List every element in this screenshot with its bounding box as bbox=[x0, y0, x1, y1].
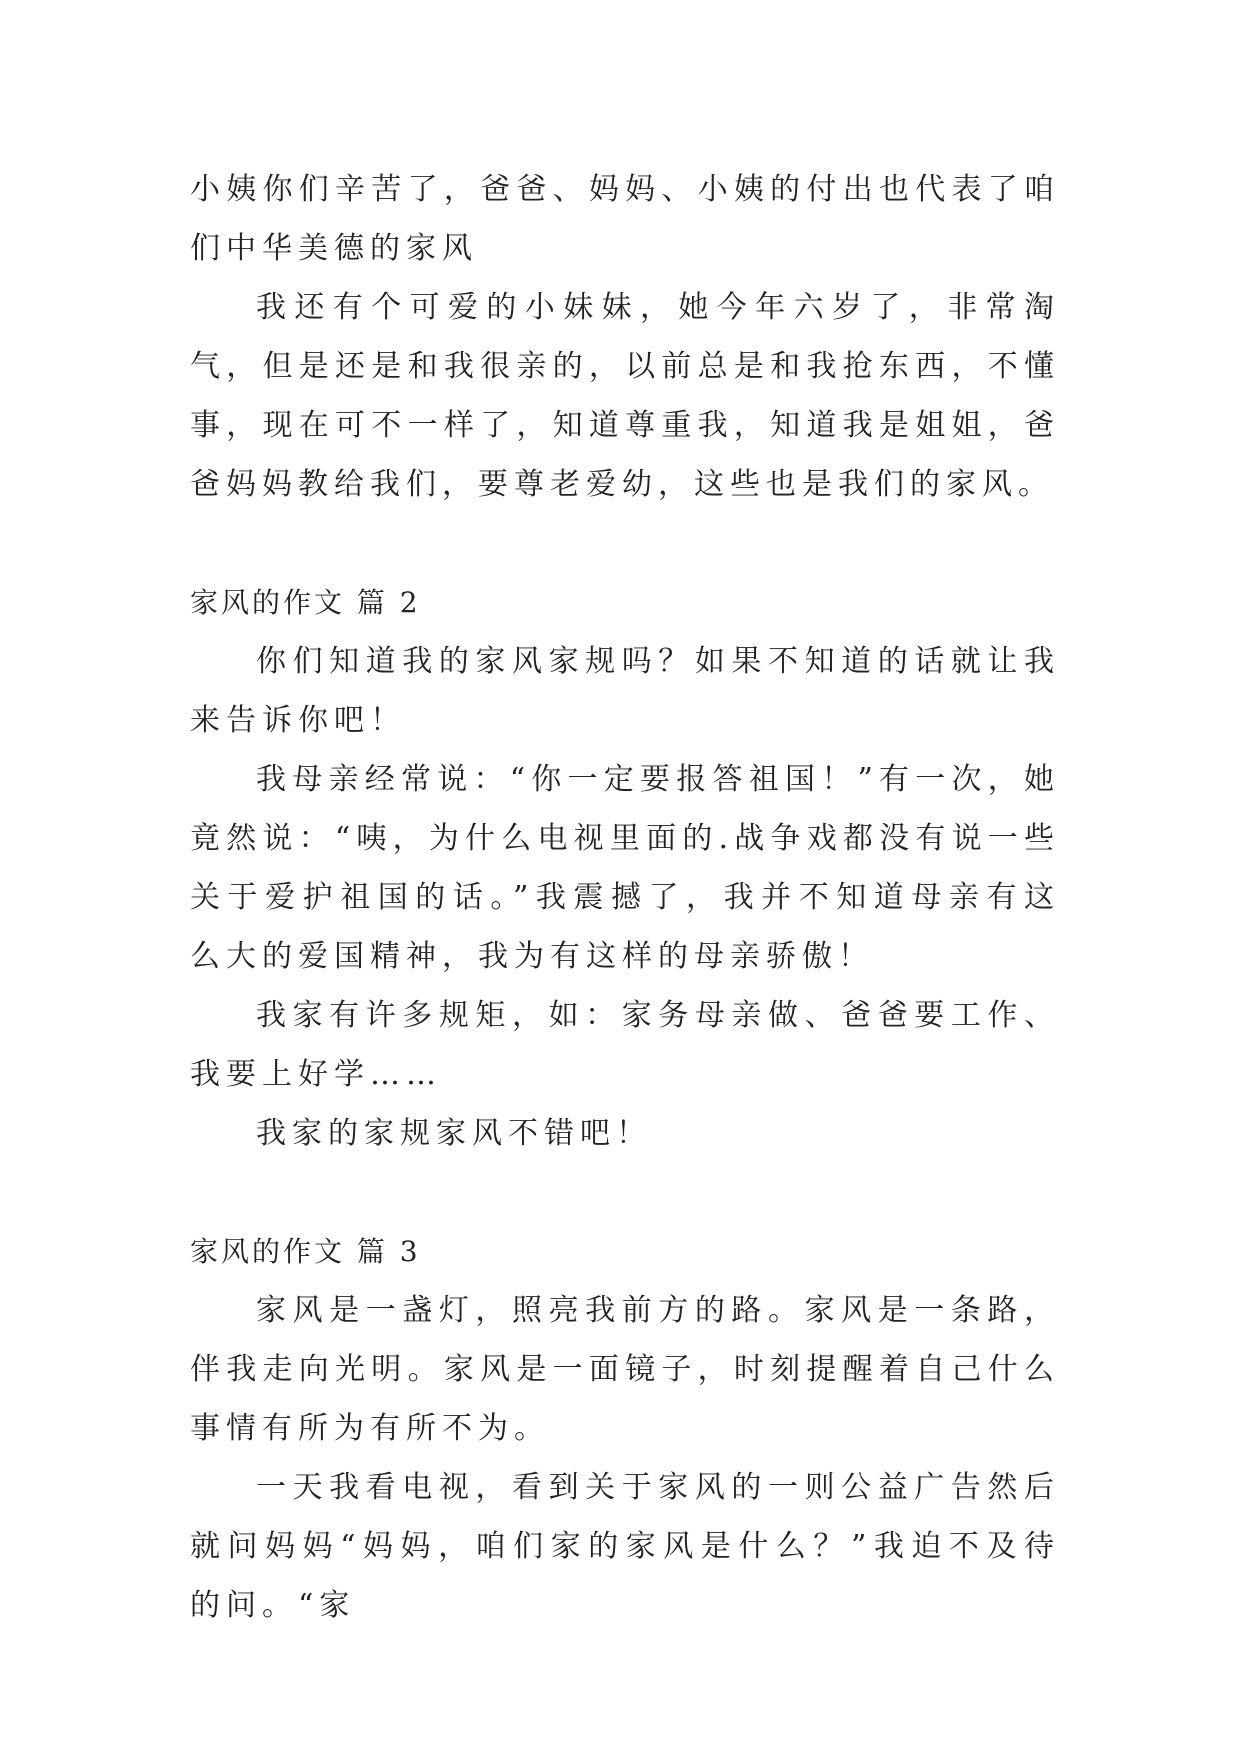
section-2-paragraph-1: 你们知道我的家风家规吗？如果不知道的话就让我来告诉你吧！ bbox=[190, 644, 1060, 738]
section-2-paragraph-4: 我家的家规家风不错吧！ bbox=[256, 1116, 652, 1151]
section-2-paragraph-2: 我母亲经常说：“你一定要报答祖国！”有一次，她竟然说：“咦，为什么电视里面的.战争戏都没有说一些关于爱护祖国的话。”我震撼了，我并不知道母亲有这么大的爱国精神，我为有这样的母亲骄傲！ bbox=[190, 762, 1060, 974]
section-3-paragraph-2: 一天我看电视，看到关于家风的一则公益广告然后就问妈妈“妈妈，咱们家的家风是什么？”我迫不及待的问。“家 bbox=[190, 1470, 1060, 1623]
section-2-heading: 家风的作文 篇 2 bbox=[190, 586, 421, 619]
document-body bbox=[190, 160, 1060, 1635]
paragraph-1: 小姨你们辛苦了，爸爸、妈妈、小姨的付出也代表了咱们中华美德的家风 bbox=[190, 172, 1060, 266]
section-3-heading: 家风的作文 篇 3 bbox=[190, 1235, 421, 1268]
paragraph-2: 我还有个可爱的小妹妹，她今年六岁了，非常淘气，但是还是和我很亲的，以前总是和我抢东西，不懂事，现在可不一样了，知道尊重我，知道我是姐姐，爸爸妈妈教给我们，要尊老爱幼，这些也是我们的家风。 bbox=[190, 290, 1060, 502]
section-2-paragraph-3: 我家有许多规矩，如：家务母亲做、爸爸要工作、我要上好学…… bbox=[190, 998, 1060, 1092]
section-3-paragraph-1: 家风是一盏灯，照亮我前方的路。家风是一条路，伴我走向光明。家风是一面镜子，时刻提醒着自己什么事情有所为有所不为。 bbox=[190, 1293, 1060, 1446]
